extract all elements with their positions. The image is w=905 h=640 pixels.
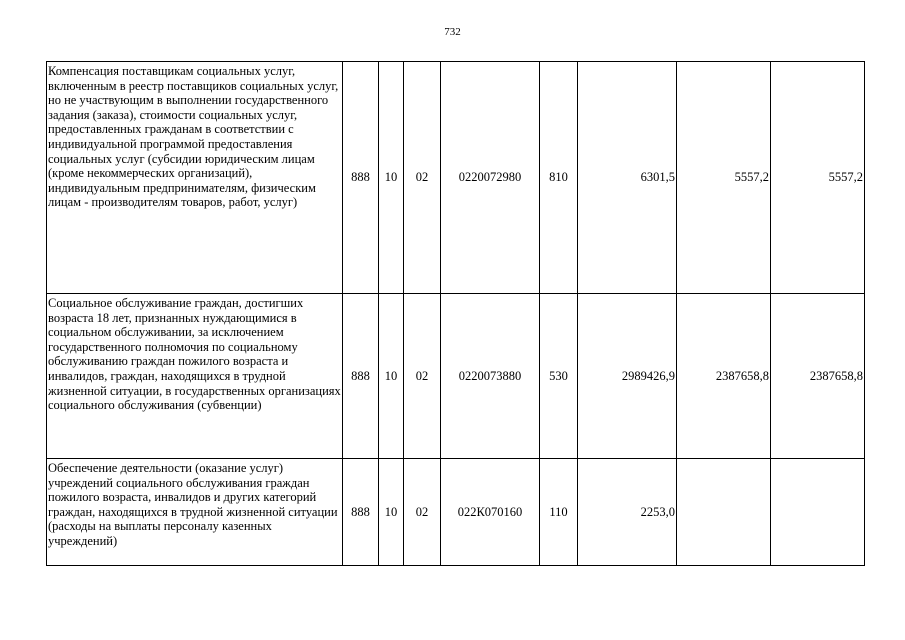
target-article-cell: 0220072980 — [441, 62, 540, 294]
section-code-cell: 10 — [379, 459, 404, 566]
table-row — [47, 294, 865, 459]
sum-year-1-cell: 2253,0 — [578, 459, 677, 566]
sum-year-3-cell: 5557,2 — [771, 62, 865, 294]
sum-year-3-cell — [771, 459, 865, 566]
expense-type-cell: 530 — [540, 294, 578, 459]
sum-year-1-cell: 2989426,9 — [578, 294, 677, 459]
budget-table — [46, 61, 865, 566]
expense-type-cell: 110 — [540, 459, 578, 566]
expense-type-cell: 810 — [540, 62, 578, 294]
sum-year-3-cell: 2387658,8 — [771, 294, 865, 459]
target-article-cell: 022К070160 — [441, 459, 540, 566]
sum-year-1-cell: 6301,5 — [578, 62, 677, 294]
page-number: 732 — [444, 26, 461, 38]
expense-name-cell: Компенсация поставщикам социальных услуг, включенным в реестр поставщиков социальных услуг, но не участвующим в выполнении государственного задания (заказа), стоимости социальных услуг, предоставленных гражданам в соответствии с индивидуальной программой предоставления социальных услуг (субсидии юридическим лицам (кроме некоммерческих организаций), индивидуальным предпринимателям, физическим лицам - производителям товаров, работ, услуг) — [47, 62, 343, 294]
subsection-code-cell: 02 — [404, 62, 441, 294]
ministry-code-cell: 888 — [343, 62, 379, 294]
ministry-code-cell: 888 — [343, 459, 379, 566]
ministry-code-cell: 888 — [343, 294, 379, 459]
expense-name-cell: Социальное обслуживание граждан, достигших возраста 18 лет, признанных нуждающимися в социальном обслуживании, за исключением государственного полномочия по социальному обслуживанию граждан пожилого возраста и инвалидов, граждан, находящихся в трудной жизненной ситуации, в государственных организациях социального обслуживания (субвенции) — [47, 294, 343, 459]
table-row — [47, 62, 865, 294]
table-row — [47, 459, 865, 566]
subsection-code-cell: 02 — [404, 459, 441, 566]
sum-year-2-cell: 2387658,8 — [677, 294, 771, 459]
sum-year-2-cell: 5557,2 — [677, 62, 771, 294]
section-code-cell: 10 — [379, 294, 404, 459]
sum-year-2-cell — [677, 459, 771, 566]
expense-name-cell: Обеспечение деятельности (оказание услуг) учреждений социального обслуживания граждан пожилого возраста, инвалидов и других категорий граждан, находящихся в трудной жизненной ситуации (расходы на выплаты персоналу казенных учреждений) — [47, 459, 343, 566]
subsection-code-cell: 02 — [404, 294, 441, 459]
section-code-cell: 10 — [379, 62, 404, 294]
target-article-cell: 0220073880 — [441, 294, 540, 459]
